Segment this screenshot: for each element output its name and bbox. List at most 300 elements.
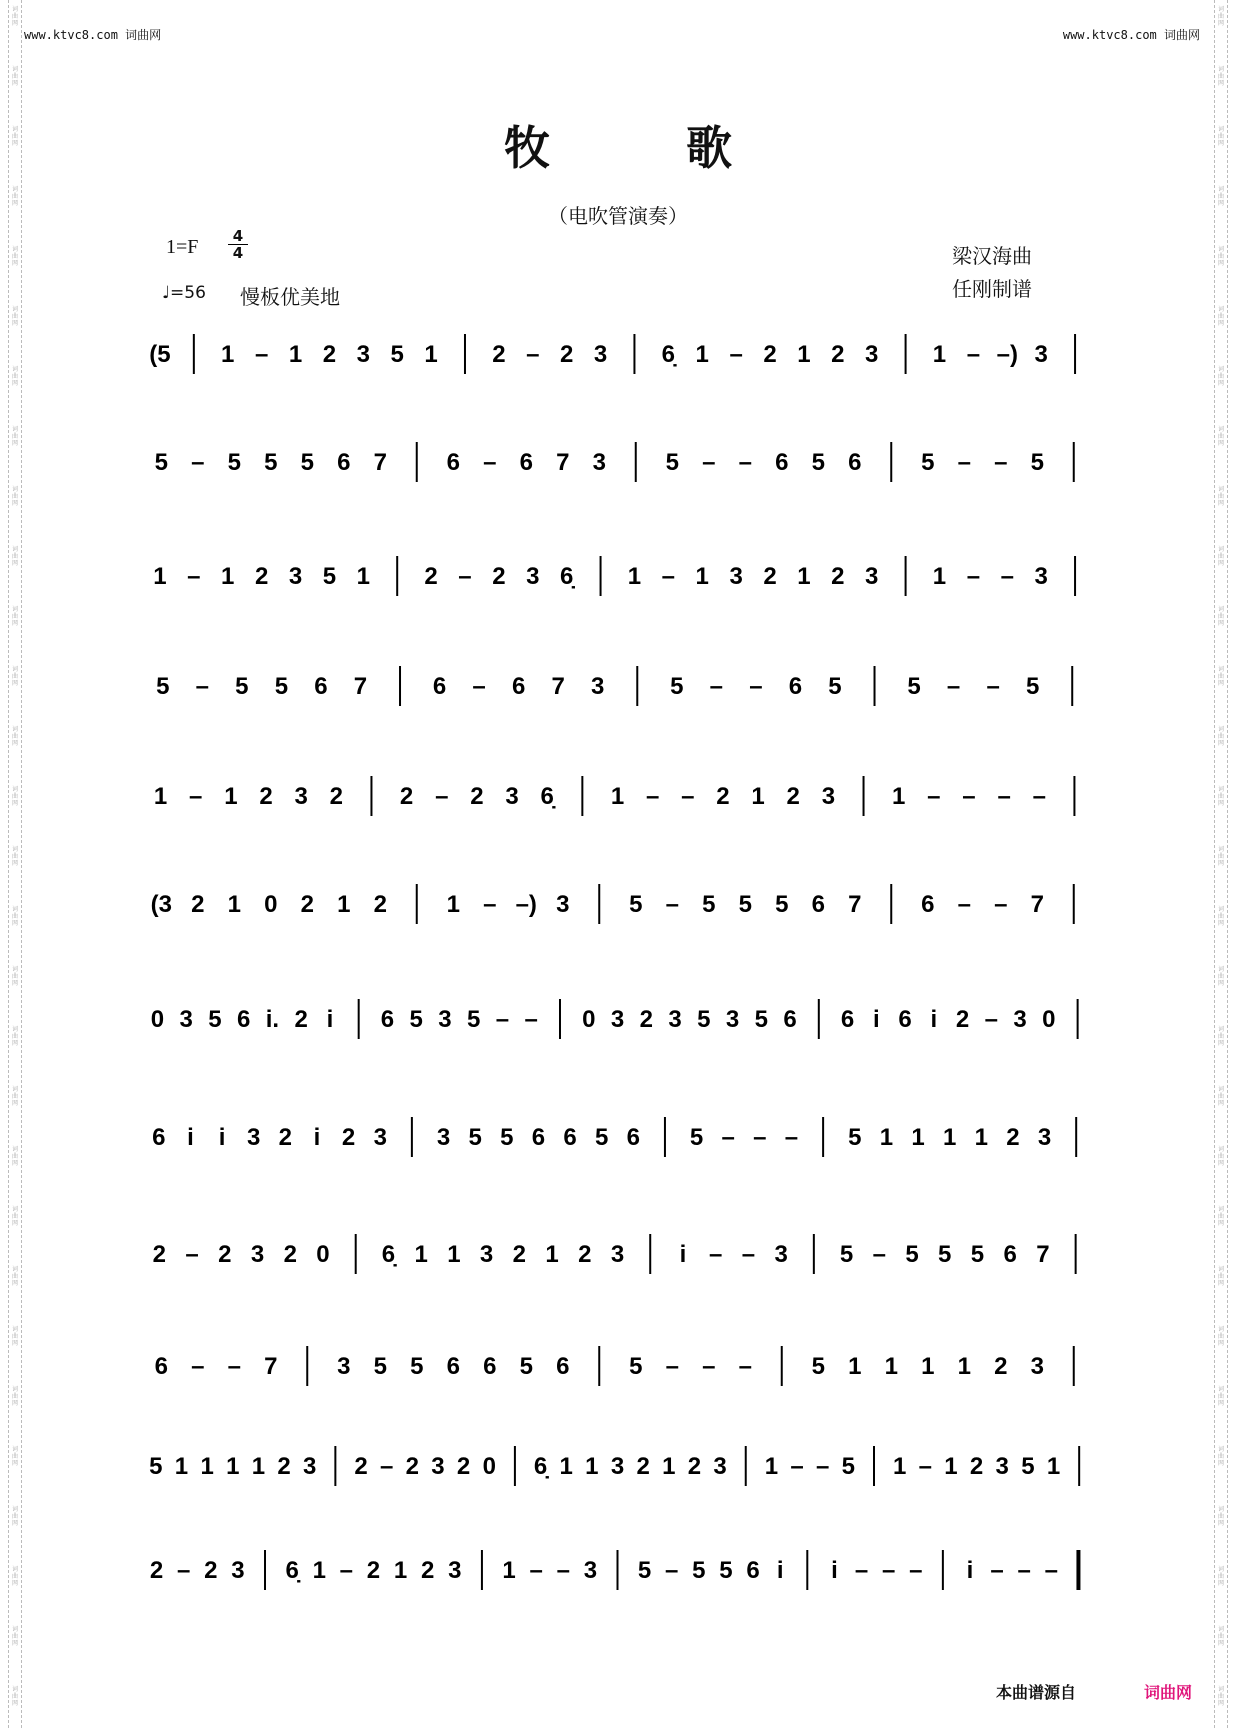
note: 3 bbox=[1013, 1006, 1027, 1033]
watermark-mark: 词 曲 网 bbox=[1217, 1506, 1224, 1527]
watermark-mark: 词 曲 网 bbox=[11, 966, 18, 987]
note: 6̣ bbox=[533, 1453, 548, 1480]
note: 3 bbox=[1037, 1124, 1052, 1151]
note: 0 bbox=[482, 1453, 496, 1480]
note: 5 bbox=[719, 1557, 733, 1584]
note: 2 bbox=[373, 891, 387, 918]
note: 6 bbox=[446, 1353, 460, 1380]
note: 2 bbox=[354, 1453, 368, 1480]
note: 3 bbox=[865, 563, 879, 590]
note: 3 bbox=[250, 1241, 265, 1268]
note: 1 bbox=[447, 1241, 461, 1268]
watermark-mark: 词 曲 网 bbox=[1217, 1026, 1224, 1047]
note: 0 bbox=[316, 1241, 330, 1268]
note: 3 bbox=[505, 783, 519, 810]
note: 3 bbox=[713, 1453, 727, 1480]
watermark-mark: 词 曲 网 bbox=[1217, 786, 1224, 807]
note: 2 bbox=[277, 1453, 291, 1480]
note: 5 bbox=[156, 673, 170, 700]
note: 5 bbox=[629, 891, 643, 918]
note: 6 bbox=[626, 1124, 640, 1151]
note: 5 bbox=[149, 1453, 163, 1480]
watermark-mark: 词 曲 网 bbox=[11, 126, 18, 147]
note: i bbox=[930, 1006, 938, 1033]
note: 6 bbox=[380, 1006, 395, 1033]
note: 5 bbox=[467, 1006, 481, 1033]
watermark-mark: 词 曲 网 bbox=[1217, 6, 1224, 27]
note: 6 bbox=[1003, 1241, 1017, 1268]
note: – bbox=[1032, 783, 1046, 810]
note: 1 bbox=[627, 563, 642, 590]
watermark-mark: 词 曲 网 bbox=[11, 1626, 18, 1647]
note: 5 bbox=[839, 1241, 854, 1268]
note: – bbox=[927, 783, 941, 810]
note: 2 bbox=[636, 1453, 650, 1480]
note: i bbox=[831, 1557, 838, 1584]
watermark-mark: 词 曲 网 bbox=[1217, 846, 1224, 867]
note: 2 bbox=[492, 341, 506, 368]
note: 1 bbox=[337, 891, 351, 918]
time-signature-bottom: 4 bbox=[228, 244, 248, 261]
note: 3 bbox=[610, 1453, 625, 1480]
note: – bbox=[872, 1241, 886, 1268]
note: 1 bbox=[892, 783, 906, 810]
note: 2 bbox=[283, 1241, 297, 1268]
note: 2 bbox=[405, 1453, 419, 1480]
note: 6 bbox=[446, 449, 460, 476]
watermark-mark: 词 曲 网 bbox=[1217, 1686, 1224, 1707]
note: 1 bbox=[942, 1124, 957, 1151]
note: – bbox=[681, 783, 695, 810]
note: 6 bbox=[236, 1006, 251, 1033]
note: 1 bbox=[221, 563, 235, 590]
note: 5 bbox=[468, 1124, 482, 1151]
note: 5 bbox=[629, 1353, 643, 1380]
note: 5 bbox=[1030, 449, 1044, 476]
note: 1 bbox=[911, 1124, 925, 1151]
note: 6 bbox=[898, 1006, 912, 1033]
note: – bbox=[957, 449, 971, 476]
note: 1 bbox=[662, 1453, 676, 1480]
watermark-mark: 词 曲 网 bbox=[11, 6, 18, 27]
note: 5 bbox=[300, 449, 314, 476]
note: 2 bbox=[955, 1006, 970, 1033]
note: 2 bbox=[578, 1241, 592, 1268]
note: 5 bbox=[373, 1353, 387, 1380]
watermark-mark: 词 曲 网 bbox=[11, 666, 18, 687]
note: 2 bbox=[329, 783, 343, 810]
watermark-mark: 词 曲 网 bbox=[11, 1266, 18, 1287]
tempo-expression: 慢板优美地 bbox=[240, 285, 340, 309]
note: 3 bbox=[774, 1241, 788, 1268]
note: 6 bbox=[788, 673, 803, 700]
watermark-mark: 词 曲 网 bbox=[1217, 66, 1224, 87]
note: 5 bbox=[1026, 673, 1040, 700]
note: – bbox=[962, 783, 976, 810]
note: 6 bbox=[154, 1353, 168, 1380]
note: – bbox=[195, 673, 209, 700]
note: 1 bbox=[545, 1241, 559, 1268]
note: 6 bbox=[519, 449, 533, 476]
note: – bbox=[191, 1353, 205, 1380]
note: 6̣ bbox=[285, 1557, 299, 1584]
note: 2 bbox=[322, 341, 337, 368]
watermark-mark: 词 曲 网 bbox=[11, 306, 18, 327]
note: – bbox=[495, 1006, 510, 1033]
note: – bbox=[909, 1557, 923, 1584]
note: 5 bbox=[409, 1006, 423, 1033]
note: 6 bbox=[531, 1124, 546, 1151]
note: 3 bbox=[610, 1006, 625, 1033]
note: 6 bbox=[483, 1353, 497, 1380]
watermark-mark: 词 曲 网 bbox=[11, 1446, 18, 1467]
note: 3 bbox=[1034, 563, 1048, 590]
watermark-mark: 词 曲 网 bbox=[11, 1206, 18, 1227]
note: 2 bbox=[639, 1006, 653, 1033]
note: 3 bbox=[610, 1241, 625, 1268]
note: 6̣ bbox=[540, 783, 554, 810]
note: 3 bbox=[591, 673, 605, 700]
note: 3 bbox=[583, 1557, 598, 1584]
note: 6̣ bbox=[661, 341, 676, 368]
note: 7 bbox=[373, 449, 387, 476]
footer-source-label: 本曲谱源自 bbox=[996, 1683, 1077, 1702]
note: – bbox=[881, 1557, 896, 1584]
note: 0 bbox=[582, 1006, 596, 1033]
note: 3 bbox=[725, 1006, 740, 1033]
note: 6 bbox=[511, 673, 526, 700]
watermark-mark: 词 曲 网 bbox=[1217, 1266, 1224, 1287]
note: –) bbox=[515, 891, 537, 918]
note: 5 bbox=[775, 891, 789, 918]
note: 7 bbox=[1030, 891, 1044, 918]
watermark-mark: 词 曲 网 bbox=[11, 1386, 18, 1407]
note: 2 bbox=[763, 341, 777, 368]
watermark-mark: 词 曲 网 bbox=[1217, 906, 1224, 927]
watermark-mark: 词 曲 网 bbox=[1217, 966, 1224, 987]
note: 2 bbox=[366, 1557, 381, 1584]
note: 5 bbox=[828, 673, 842, 700]
note: 3 bbox=[436, 1124, 451, 1151]
note: – bbox=[227, 1353, 241, 1380]
note: 6̣ bbox=[381, 1241, 396, 1268]
watermark-mark: 词 曲 网 bbox=[11, 606, 18, 627]
note: 5 bbox=[754, 1006, 768, 1033]
footer-brand: 词曲网 bbox=[1144, 1683, 1193, 1702]
watermark-mark: 词 曲 网 bbox=[11, 1686, 18, 1707]
note: 1 bbox=[797, 563, 811, 590]
note: 5 bbox=[670, 673, 684, 700]
watermark-mark: 词 曲 网 bbox=[1217, 426, 1224, 447]
watermark-mark: 词 曲 网 bbox=[11, 1506, 18, 1527]
note: 2 bbox=[492, 563, 506, 590]
note: – bbox=[665, 1557, 679, 1584]
note: 6 bbox=[746, 1557, 760, 1584]
watermark-mark: 词 曲 网 bbox=[11, 846, 18, 867]
note: 3 bbox=[668, 1006, 682, 1033]
note: – bbox=[749, 673, 763, 700]
watermark-mark: 词 曲 网 bbox=[1217, 726, 1224, 747]
note: 1 bbox=[424, 341, 438, 368]
note: 0 bbox=[1042, 1006, 1056, 1033]
note: (5 bbox=[149, 341, 171, 368]
watermark-mark: 词 曲 网 bbox=[1217, 246, 1224, 267]
note: 6 bbox=[314, 673, 328, 700]
note: 5 bbox=[665, 449, 679, 476]
note: 2 bbox=[399, 783, 414, 810]
watermark-mark: 词 曲 网 bbox=[11, 906, 18, 927]
note: – bbox=[483, 449, 497, 476]
tempo-mark: ♩=56 bbox=[162, 283, 206, 303]
watermark-mark: 词 曲 网 bbox=[1217, 1206, 1224, 1227]
note: 2 bbox=[831, 563, 845, 590]
key-signature: 1=F bbox=[166, 236, 199, 258]
note: 5 bbox=[841, 1453, 856, 1480]
note: 2 bbox=[559, 341, 574, 368]
note: 6 bbox=[775, 449, 789, 476]
watermark-mark: 词 曲 网 bbox=[1217, 306, 1224, 327]
note: 1 bbox=[153, 783, 168, 810]
note: 3 bbox=[479, 1241, 494, 1268]
note: i bbox=[679, 1241, 687, 1268]
note: 1 bbox=[312, 1557, 326, 1584]
watermark-mark: 词 曲 网 bbox=[11, 1566, 18, 1587]
note: 1 bbox=[848, 1353, 862, 1380]
note: i bbox=[187, 1124, 194, 1151]
note: 1 bbox=[610, 783, 625, 810]
note: 2 bbox=[763, 563, 777, 590]
note: 3 bbox=[448, 1557, 462, 1584]
watermark-mark: 词 曲 网 bbox=[11, 186, 18, 207]
note: – bbox=[254, 341, 269, 368]
note: 1 bbox=[288, 341, 303, 368]
watermark-mark: 词 曲 网 bbox=[1217, 486, 1224, 507]
header-site-left: www.ktvc8.com 词曲网 bbox=[24, 28, 162, 42]
note: – bbox=[994, 891, 1008, 918]
note: – bbox=[990, 1557, 1004, 1584]
note: – bbox=[645, 783, 660, 810]
note: 1 bbox=[153, 563, 167, 590]
note: 2 bbox=[152, 1241, 167, 1268]
note: – bbox=[709, 673, 724, 700]
note: – bbox=[472, 673, 486, 700]
note: – bbox=[946, 673, 961, 700]
note: 1 bbox=[446, 891, 460, 918]
watermark-mark: 词 曲 网 bbox=[1217, 546, 1224, 567]
note: 5 bbox=[410, 1353, 424, 1380]
note: 5 bbox=[938, 1241, 952, 1268]
note: 3 bbox=[995, 1453, 1009, 1480]
note: – bbox=[790, 1453, 804, 1480]
watermark-mark: 词 曲 网 bbox=[11, 366, 18, 387]
note: 2 bbox=[294, 1006, 308, 1033]
note: – bbox=[702, 449, 716, 476]
note: 5 bbox=[689, 1124, 704, 1151]
note: – bbox=[966, 341, 981, 368]
note: 1 bbox=[892, 1453, 907, 1480]
note: – bbox=[918, 1453, 932, 1480]
note: 1 bbox=[356, 563, 370, 590]
watermark-mark: 词 曲 网 bbox=[11, 786, 18, 807]
note: 6 bbox=[783, 1006, 797, 1033]
note: 5 bbox=[154, 449, 168, 476]
note: – bbox=[984, 1006, 999, 1033]
note: 1 bbox=[200, 1453, 214, 1480]
note: – bbox=[483, 891, 497, 918]
note: 1 bbox=[174, 1453, 189, 1480]
note: 3 bbox=[179, 1006, 193, 1033]
note: 0 bbox=[150, 1006, 165, 1033]
note: 1 bbox=[751, 783, 765, 810]
note: – bbox=[176, 1557, 191, 1584]
note: 5 bbox=[519, 1353, 533, 1380]
note: 5 bbox=[738, 891, 752, 918]
note: 7 bbox=[848, 891, 862, 918]
note: – bbox=[665, 891, 679, 918]
note: 2 bbox=[994, 1353, 1008, 1380]
note: 1 bbox=[921, 1353, 935, 1380]
note: 3 bbox=[288, 563, 303, 590]
note: 3 bbox=[1030, 1353, 1044, 1380]
note: 1 bbox=[957, 1353, 971, 1380]
note: – bbox=[526, 341, 540, 368]
note: 2 bbox=[786, 783, 800, 810]
watermark-mark: 词 曲 网 bbox=[11, 1026, 18, 1047]
note: 5 bbox=[697, 1006, 711, 1033]
note: 5 bbox=[322, 563, 337, 590]
note: – bbox=[1017, 1557, 1031, 1584]
note: 1 bbox=[251, 1453, 266, 1480]
watermark-mark: 词 曲 网 bbox=[1217, 366, 1224, 387]
note: – bbox=[1044, 1557, 1059, 1584]
note: 5 bbox=[702, 891, 716, 918]
note: 5 bbox=[811, 1353, 825, 1380]
note: – bbox=[753, 1124, 767, 1151]
watermark-mark: 词 曲 网 bbox=[11, 246, 18, 267]
note: 1 bbox=[944, 1453, 958, 1480]
note: 2 bbox=[456, 1453, 471, 1480]
note: 5 bbox=[921, 449, 935, 476]
watermark-mark: 词 曲 网 bbox=[1217, 186, 1224, 207]
note: – bbox=[738, 1353, 752, 1380]
note: – bbox=[524, 1006, 538, 1033]
note: 6 bbox=[811, 891, 825, 918]
note: 1 bbox=[797, 341, 811, 368]
note: 5 bbox=[390, 341, 404, 368]
note: 3 bbox=[593, 341, 608, 368]
watermark-mark: 词 曲 网 bbox=[11, 1146, 18, 1167]
watermark-mark: 词 曲 网 bbox=[1217, 1566, 1224, 1587]
note: – bbox=[966, 563, 981, 590]
note: 6 bbox=[152, 1124, 166, 1151]
note: 3 bbox=[373, 1124, 387, 1151]
note: 2 bbox=[687, 1453, 702, 1480]
note: –) bbox=[996, 341, 1018, 368]
note: (3 bbox=[150, 891, 172, 918]
note: 3 bbox=[247, 1124, 261, 1151]
note: – bbox=[1000, 563, 1014, 590]
note: 5 bbox=[208, 1006, 222, 1033]
note: 1 bbox=[393, 1557, 408, 1584]
note: 3 bbox=[303, 1453, 317, 1480]
watermark-mark: 词 曲 网 bbox=[11, 486, 18, 507]
note: 3 bbox=[1034, 341, 1048, 368]
note: 2 bbox=[1006, 1124, 1020, 1151]
note: 2 bbox=[149, 1557, 164, 1584]
note: – bbox=[738, 449, 752, 476]
watermark-mark: 词 曲 网 bbox=[1217, 1626, 1224, 1647]
watermark-mark: 词 曲 网 bbox=[11, 1086, 18, 1107]
note: 2 bbox=[716, 783, 730, 810]
note: i bbox=[966, 1557, 974, 1584]
note: – bbox=[721, 1124, 735, 1151]
note: 2 bbox=[831, 341, 845, 368]
note: 3 bbox=[431, 1453, 445, 1480]
note: – bbox=[458, 563, 472, 590]
note: 2 bbox=[204, 1557, 218, 1584]
note: 7 bbox=[1036, 1241, 1050, 1268]
watermark-mark: 词 曲 网 bbox=[11, 66, 18, 87]
note: 3 bbox=[526, 563, 540, 590]
note: – bbox=[665, 1353, 679, 1380]
time-signature-top: 4 bbox=[232, 227, 244, 245]
note: 6 bbox=[556, 1353, 570, 1380]
watermark-mark: 词 曲 网 bbox=[1217, 126, 1224, 147]
note: i bbox=[872, 1006, 880, 1033]
note: 5 bbox=[637, 1557, 652, 1584]
page-title: 牧 歌 bbox=[503, 121, 792, 175]
note: 5 bbox=[264, 449, 278, 476]
note: i bbox=[313, 1124, 321, 1151]
note: 2 bbox=[254, 563, 269, 590]
note: 7 bbox=[551, 673, 565, 700]
note: 3 bbox=[821, 783, 836, 810]
note: – bbox=[997, 783, 1011, 810]
watermark-mark: 词 曲 网 bbox=[1217, 1146, 1224, 1167]
note: – bbox=[187, 563, 201, 590]
note: 1 bbox=[559, 1453, 573, 1480]
note: 6 bbox=[848, 449, 862, 476]
note: – bbox=[708, 1241, 723, 1268]
note: 5 bbox=[811, 449, 825, 476]
note: 7 bbox=[264, 1353, 278, 1380]
note: i bbox=[218, 1124, 226, 1151]
note: 6 bbox=[563, 1124, 577, 1151]
watermark-mark: 词 曲 网 bbox=[11, 1326, 18, 1347]
note: 2 bbox=[259, 783, 273, 810]
note: 5 bbox=[905, 1241, 919, 1268]
note: 1 bbox=[879, 1124, 894, 1151]
note: 3 bbox=[556, 891, 570, 918]
watermark-mark: 词 曲 网 bbox=[1217, 606, 1224, 627]
note: 2 bbox=[300, 891, 314, 918]
note: 3 bbox=[294, 783, 308, 810]
note: – bbox=[529, 1557, 543, 1584]
note: 7 bbox=[353, 673, 368, 700]
note: 2 bbox=[421, 1557, 435, 1584]
note: 5 bbox=[235, 673, 249, 700]
note: 3 bbox=[438, 1006, 452, 1033]
note: – bbox=[189, 783, 203, 810]
note: 3 bbox=[729, 563, 743, 590]
note: 6 bbox=[337, 449, 351, 476]
note: – bbox=[784, 1124, 799, 1151]
note: – bbox=[816, 1453, 830, 1480]
note: 0 bbox=[264, 891, 278, 918]
watermark-mark: 词 曲 网 bbox=[1217, 1446, 1224, 1467]
note: 1 bbox=[226, 1453, 240, 1480]
note: 3 bbox=[865, 341, 879, 368]
